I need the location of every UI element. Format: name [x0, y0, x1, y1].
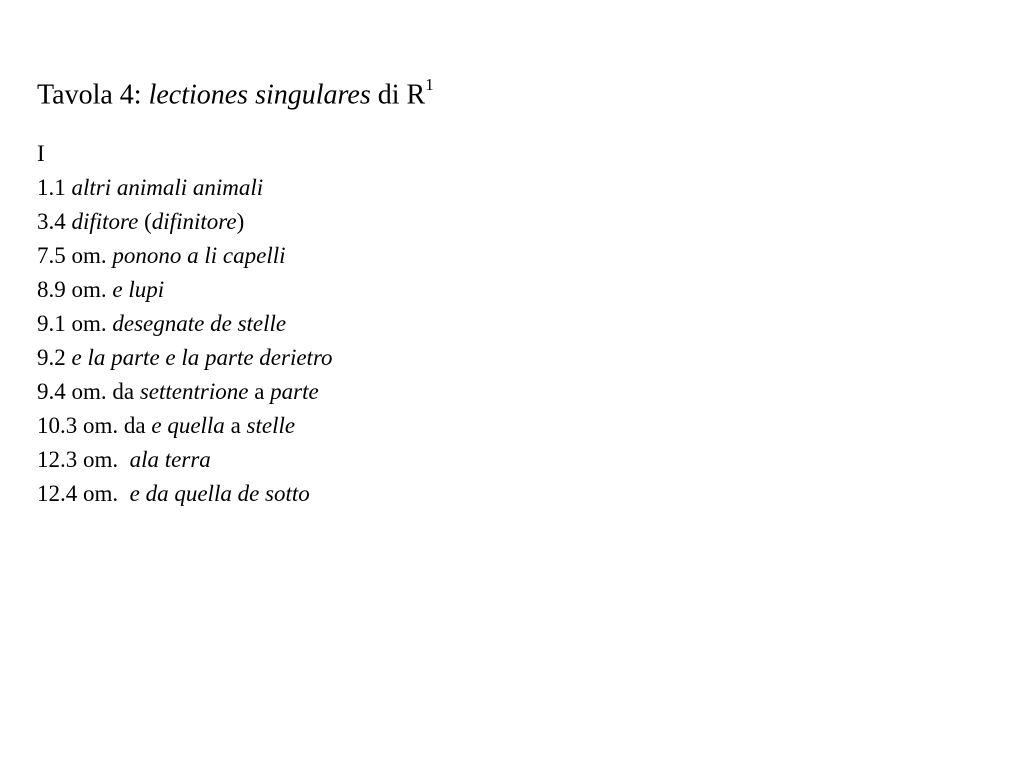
- list-item: [37, 171, 333, 205]
- entry-italic: ponono a li capelli: [112, 243, 286, 268]
- entry-list: [37, 137, 333, 511]
- list-item: [37, 375, 333, 409]
- list-item: [37, 273, 333, 307]
- entry-text: om.: [83, 447, 130, 472]
- title-italic: lectiones singulares: [148, 79, 371, 111]
- entry-ref: 3.4: [37, 209, 72, 234]
- title-middle: di R: [370, 79, 426, 111]
- entry-ref: 10.3: [37, 413, 83, 438]
- entry-text: a: [224, 413, 247, 438]
- entry-ref: 12.3: [37, 447, 83, 472]
- entry-ref: 9.2: [37, 345, 72, 370]
- entry-text: om.: [71, 277, 113, 302]
- entry-text: om.: [83, 481, 130, 506]
- entry-italic: difinitore: [151, 209, 237, 234]
- list-item: [37, 409, 333, 443]
- title-superscript: 1: [425, 75, 434, 94]
- list-item: [37, 307, 333, 341]
- entry-italic: settentrione: [139, 379, 249, 404]
- entry-italic: ala terra: [129, 447, 211, 472]
- entry-ref: 1.1: [37, 175, 72, 200]
- entry-italic: e lupi: [112, 277, 165, 302]
- entry-italic: e la parte e la parte derietro: [71, 345, 333, 370]
- entry-ref: 8.9: [37, 277, 72, 302]
- entry-italic: difitore: [71, 209, 139, 234]
- entry-ref: 9.4: [37, 379, 72, 404]
- entry-text: a: [248, 379, 271, 404]
- entry-text: om.: [71, 311, 113, 336]
- entry-italic: parte: [270, 379, 319, 404]
- entry-text: om. da: [71, 379, 140, 404]
- entry-text: om. da: [83, 413, 152, 438]
- title-prefix: Tavola 4:: [37, 79, 149, 111]
- entry-italic: stelle: [246, 413, 296, 438]
- entry-ref: 7.5: [37, 243, 72, 268]
- list-item: [37, 477, 333, 511]
- entry-ref: 12.4: [37, 481, 83, 506]
- list-item: [37, 205, 333, 239]
- entry-italic: altri animali animali: [71, 175, 264, 200]
- entry-text: ): [236, 209, 245, 234]
- entry-ref: 9.1: [37, 311, 72, 336]
- slide-title: [37, 70, 434, 113]
- entry-italic: desegnate de stelle: [112, 311, 287, 336]
- entry-text: om.: [71, 243, 113, 268]
- list-item: [37, 239, 333, 273]
- entry-text: (: [138, 209, 152, 234]
- section-label: I: [37, 141, 45, 166]
- list-item: [37, 443, 333, 477]
- list-item: [37, 341, 333, 375]
- entry-italic: e quella: [151, 413, 225, 438]
- entry-italic: e da quella de sotto: [129, 481, 310, 506]
